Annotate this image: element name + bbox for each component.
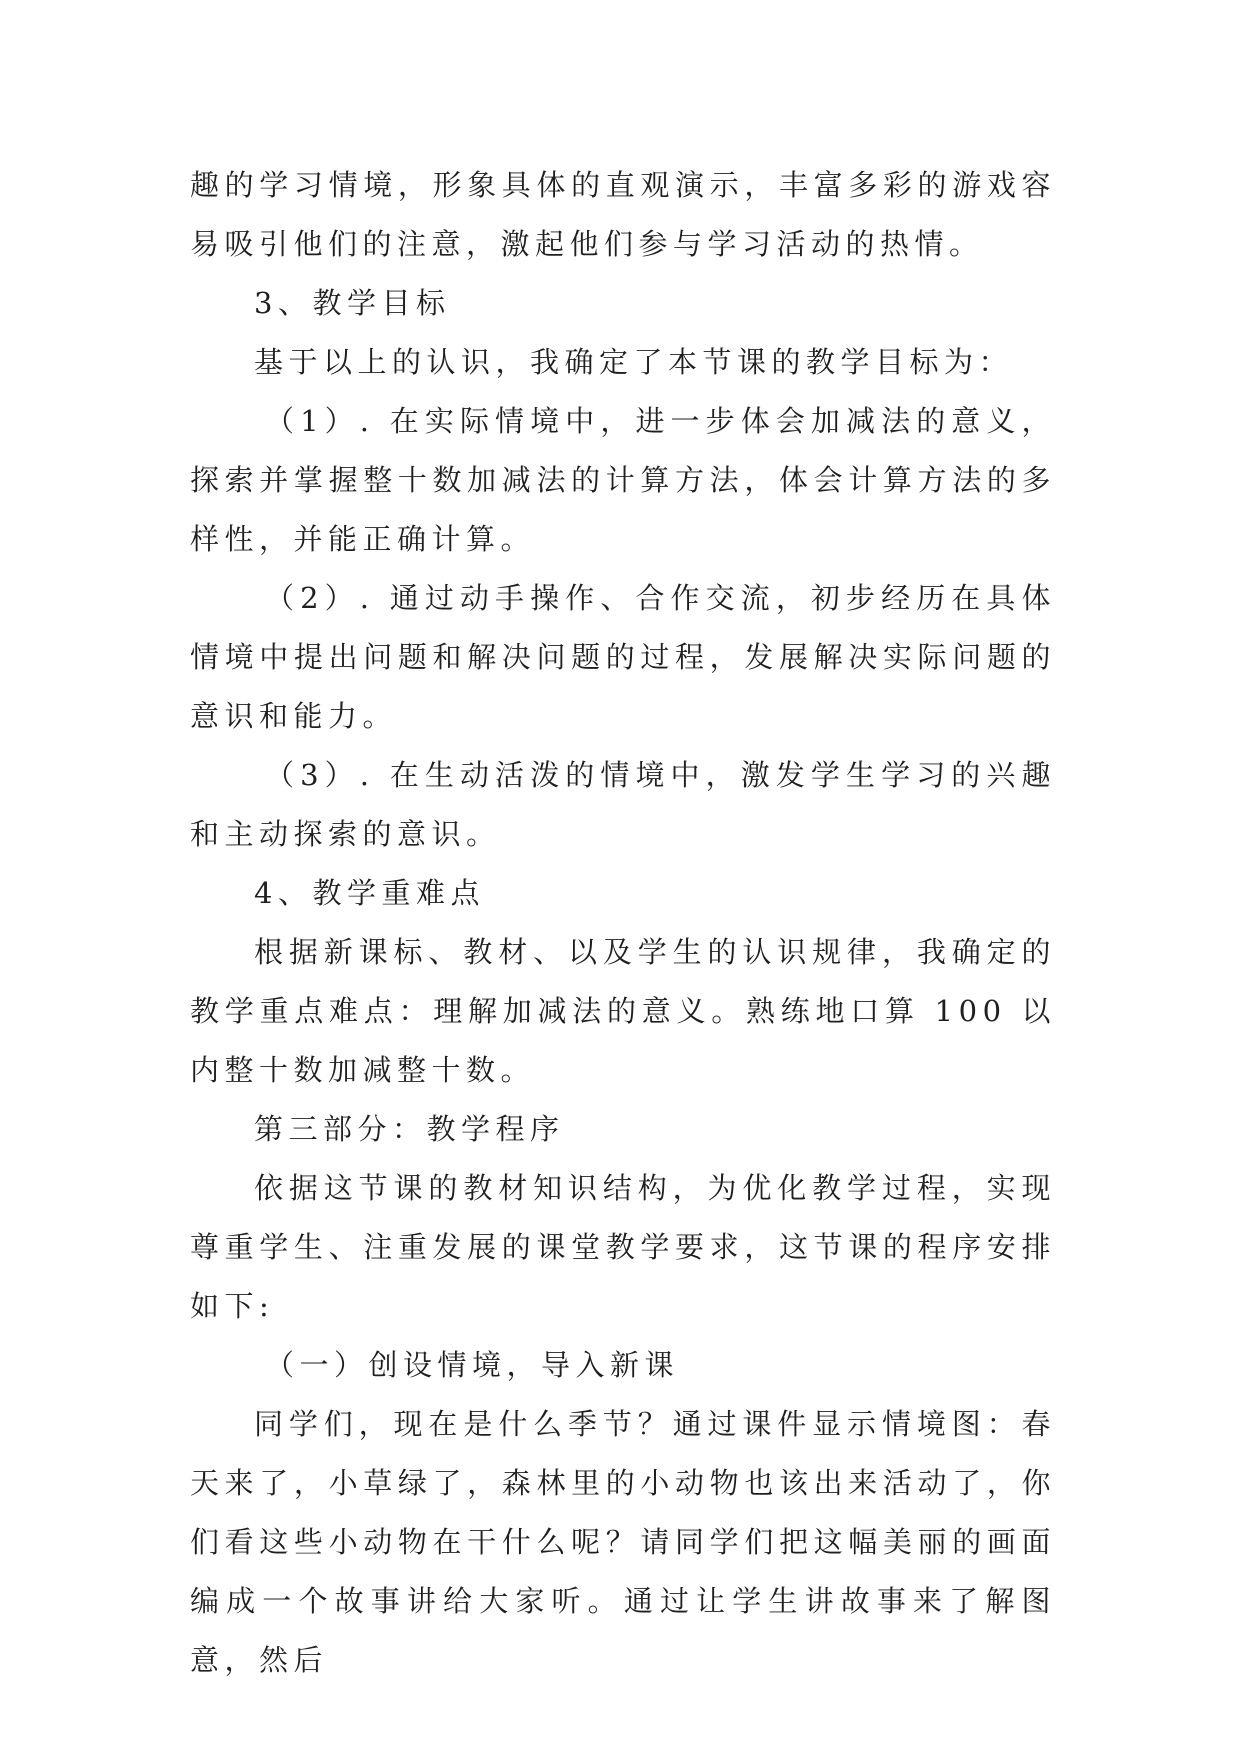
paragraph-key-points: 根据新课标、教材、以及学生的认识规律，我确定的教学重点难点：理解加减法的意义。熟练地口算 100 以内整十数加减整十数。 [190, 935, 1056, 1087]
goal-item-3: （3）. 在生动活泼的情境中，激发学生学习的兴趣和主动探索的意识。 [190, 758, 1056, 851]
goal-item-2: （2）. 通过动手操作、合作交流，初步经历在具体情境中提出问题和解决问题的过程，发展解决实际问题的意识和能力。 [190, 581, 1056, 733]
heading-teaching-goals: 3、教学目标 [254, 286, 451, 320]
document-body [190, 156, 1056, 1690]
heading-part-three: 第三部分：教学程序 [254, 1112, 565, 1146]
paragraph-step-one: 同学们，现在是什么季节？通过课件显示情境图：春天来了，小草绿了，森林里的小动物也该出来活动了，你们看这些小动物在干什么呢？请同学们把这幅美丽的画面编成一个故事讲给大家听。通过让学生讲故事来了解图意，然后 [190, 1407, 1056, 1677]
heading-step-one: （一）创设情境，导入新课 [265, 1348, 680, 1382]
paragraph-procedure-intro: 依据这节课的教材知识结构，为优化教学过程，实现尊重学生、注重发展的课堂教学要求，这节课的程序安排如下: [190, 1171, 1056, 1323]
heading-key-difficult-points: 4、教学重难点 [254, 876, 485, 910]
goal-item-1: （1）. 在实际情境中，进一步体会加减法的意义，探索并掌握整十数加减法的计算方法，体会计算方法的多样性，并能正确计算。 [190, 404, 1056, 556]
paragraph-intro-continued: 趣的学习情境，形象具体的直观演示，丰富多彩的游戏容易吸引他们的注意，激起他们参与学习活动的热情。 [190, 168, 1056, 261]
paragraph-goals-lead: 基于以上的认识，我确定了本节课的教学目标为： [254, 345, 1014, 379]
